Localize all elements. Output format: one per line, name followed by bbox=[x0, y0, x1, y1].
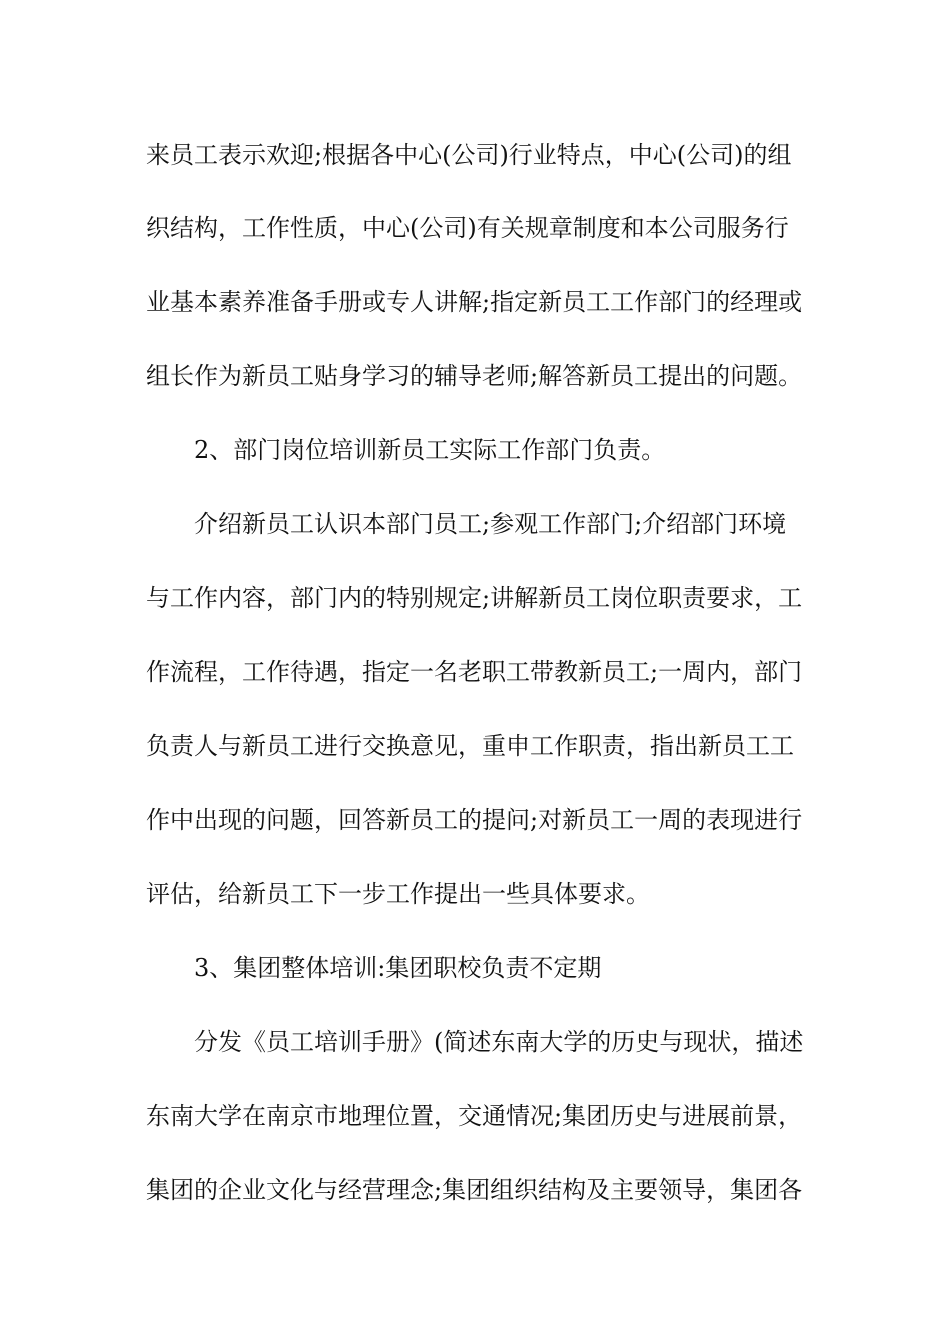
paragraph-line-3: 业基本素养准备手册或专人讲解;指定新员工工作部门的经理或 bbox=[146, 288, 803, 316]
paragraph-line-11: 评估，给新员工下一步工作提出一些具体要求。 bbox=[146, 880, 650, 908]
paragraph-line-6: 介绍新员工认识本部门员工;参观工作部门;介绍部门环境 bbox=[194, 510, 787, 538]
section-heading-2: 2、部门岗位培训新员工实际工作部门负责。 bbox=[194, 436, 666, 464]
section-heading-3: 3、集团整体培训:集团职校负责不定期 bbox=[194, 954, 602, 982]
paragraph-line-2: 织结构，工作性质，中心(公司)有关规章制度和本公司服务行 bbox=[146, 214, 789, 242]
paragraph-line-7: 与工作内容，部门内的特别规定;讲解新员工岗位职责要求，工 bbox=[146, 584, 803, 612]
paragraph-line-4: 组长作为新员工贴身学习的辅导老师;解答新员工提出的问题。 bbox=[146, 362, 803, 390]
paragraph-line-13: 分发《员工培训手册》(简述东南大学的历史与现状，描述 bbox=[194, 1028, 804, 1056]
paragraph-line-9: 负责人与新员工进行交换意见，重申工作职责，指出新员工工 bbox=[146, 732, 794, 760]
paragraph-line-8: 作流程，工作待遇，指定一名老职工带教新员工;一周内，部门 bbox=[146, 658, 803, 686]
paragraph-line-1: 来员工表示欢迎;根据各中心(公司)行业特点，中心(公司)的组 bbox=[146, 141, 792, 169]
paragraph-line-14: 东南大学在南京市地理位置，交通情况;集团历史与进展前景， bbox=[146, 1102, 803, 1130]
paragraph-line-10: 作中出现的问题，回答新员工的提问;对新员工一周的表现进行 bbox=[146, 806, 803, 834]
paragraph-line-15: 集团的企业文化与经营理念;集团组织结构及主要领导，集团各 bbox=[146, 1176, 803, 1204]
